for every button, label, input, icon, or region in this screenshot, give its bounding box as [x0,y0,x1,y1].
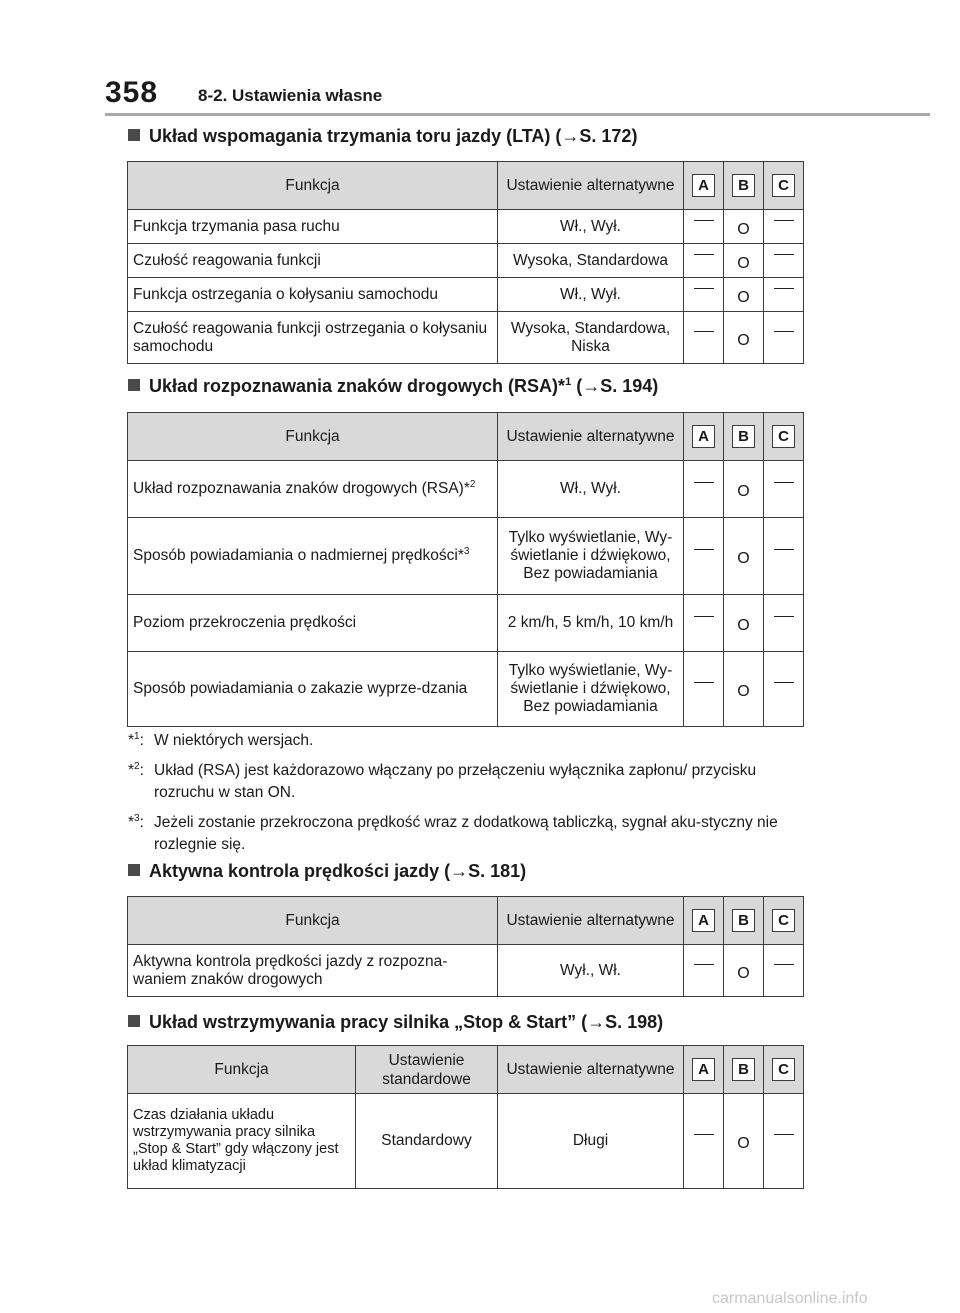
table-row [128,1094,804,1189]
table-row [128,518,804,595]
table-acc [127,896,804,997]
cell-function: Poziom przekroczenia prędkości [128,595,498,652]
col-header-alt: Ustawienie alternatywne [498,162,684,210]
dash-mark [774,288,794,289]
table-rsa [127,412,804,727]
dash-mark [694,482,714,483]
col-header-function: Funkcja [128,1046,356,1094]
circle-mark: O [737,1135,750,1152]
cell-function: Sposób powiadamiania o nadmiernej prędkości*$^3$ [128,518,498,595]
cell-std: Standardowy [356,1094,498,1189]
section-rsa-title: Układ rozpoznawania znaków drogowych (RSA)*$^1$ (→S. 194) [128,376,658,397]
cell-alt: Długi [498,1094,684,1189]
dash-mark [694,549,714,550]
dash-mark [774,549,794,550]
chapter-title: 8-2. Ustawienia własne [198,86,383,105]
cell-function: Układ rozpoznawania znaków drogowych (RSA)*$^2$ [128,461,498,518]
table-row [128,652,804,727]
page-number: 358 [105,76,159,109]
cell-function: Aktywna kontrola prędkości jazdy z rozpozna-waniem znaków drogowych [128,945,498,997]
page-ref-link[interactable]: S. 172) [579,126,638,146]
badge-b: B [732,425,755,448]
circle-mark: O [737,617,750,634]
cell-alt: 2 km/h, 5 km/h, 10 km/h [498,595,684,652]
dash-mark [774,1134,794,1135]
cell-function: Funkcja trzymania pasa ruchu [128,210,498,244]
table-row [128,210,804,244]
circle-mark: O [737,220,750,238]
cell-alt: Tylko wyświetlanie, Wy-świetlanie i dźwiękowo, Bez powiadamiania [498,652,684,727]
dash-mark [694,1134,714,1135]
dash-mark [694,682,714,683]
square-bullet-icon [128,1015,140,1027]
dash-mark [694,288,714,289]
footnote-2: *$^2$: Układ (RSA) jest każdorazowo włączany po przełączeniu wyłącznika zapłonu/ przycisku rozruchu w stan ON. [128,760,757,801]
table-stopstart [127,1045,804,1189]
table-row [128,595,804,652]
dash-mark [774,220,794,221]
page-ref-link[interactable]: S. 198) [605,1012,664,1032]
circle-mark: O [737,964,750,982]
section-lta-title: Układ wspomagania trzymania toru jazdy (LTA) (→S. 172) [128,126,637,147]
page-ref-link[interactable]: S. 181) [468,861,527,881]
cell-alt: Wysoka, Standardowa [498,244,684,278]
badge-a: A [692,425,715,448]
square-bullet-icon [128,379,140,391]
col-header-alt: Ustawienie alternatywne [498,1046,684,1094]
cell-alt: Wł., Wył. [498,210,684,244]
dash-mark [774,482,794,483]
cell-alt: Wysoka, Standardowa, Niska [498,312,684,364]
dash-mark [694,254,714,255]
circle-mark: O [737,331,750,349]
dash-mark [694,220,714,221]
col-header-std: Ustawienie standardowe [356,1046,498,1094]
table-row [128,461,804,518]
arrow-right-icon: → [561,126,580,146]
section-stopstart-title: Układ wstrzymywania pracy silnika „Stop & Start” (→S. 198) [128,1012,663,1033]
circle-mark: O [737,483,750,500]
dash-mark [694,964,714,965]
dash-mark [774,616,794,617]
badge-c: C [772,174,795,197]
col-header-function: Funkcja [128,413,498,461]
badge-a: A [692,909,715,932]
cell-function: Czułość reagowania funkcji ostrzegania o kołysaniu samochodu [128,312,498,364]
page-header [105,76,925,112]
cell-function: Czas działania układu wstrzymywania pracy silnika „Stop & Start” gdy włączony jest układ klimatyzacji [128,1094,356,1189]
dash-mark [774,254,794,255]
table-row [128,945,804,997]
dash-mark [774,331,794,332]
dash-mark [774,682,794,683]
dash-mark [694,331,714,332]
badge-c: C [772,1058,795,1081]
footnote-3: *$^3$: Jeżeli zostanie przekroczona prędkość wraz z dodatkową tabliczką, sygnał aku-styczny nie rozlegnie się. [128,812,778,853]
square-bullet-icon [128,864,140,876]
badge-a: A [692,174,715,197]
cell-function: Czułość reagowania funkcji [128,244,498,278]
arrow-right-icon: → [450,861,469,881]
arrow-right-icon: → [582,376,601,396]
page-ref-link[interactable]: S. 194) [600,376,659,396]
col-header-alt: Ustawienie alternatywne [498,897,684,945]
cell-function: Sposób powiadamiania o zakazie wyprze-dzania [128,652,498,727]
cell-alt: Wył., Wł. [498,945,684,997]
circle-mark: O [737,550,750,567]
badge-c: C [772,425,795,448]
table-row [128,278,804,312]
square-bullet-icon [128,129,140,141]
circle-mark: O [737,683,750,700]
col-header-alt: Ustawienie alternatywne [498,413,684,461]
cell-function: Funkcja ostrzegania o kołysaniu samochodu [128,278,498,312]
badge-b: B [732,174,755,197]
circle-mark: O [737,288,750,306]
col-header-function: Funkcja [128,162,498,210]
badge-b: B [732,909,755,932]
circle-mark: O [737,254,750,272]
watermark: carmanualsonline.info [712,1290,868,1307]
footnote-1: *$^1$: W niektórych wersjach. [128,730,314,749]
table-row [128,244,804,278]
cell-alt: Wł., Wył. [498,278,684,312]
badge-c: C [772,909,795,932]
table-lta [127,161,804,364]
badge-b: B [732,1058,755,1081]
dash-mark [774,964,794,965]
arrow-right-icon: → [587,1012,606,1032]
col-header-function: Funkcja [128,897,498,945]
section-acc-title: Aktywna kontrola prędkości jazdy (→S. 181) [128,861,526,882]
table-row [128,312,804,364]
header-rule [105,113,930,116]
cell-alt: Tylko wyświetlanie, Wy-świetlanie i dźwiękowo, Bez powiadamiania [498,518,684,595]
dash-mark [694,616,714,617]
cell-alt: Wł., Wył. [498,461,684,518]
badge-a: A [692,1058,715,1081]
